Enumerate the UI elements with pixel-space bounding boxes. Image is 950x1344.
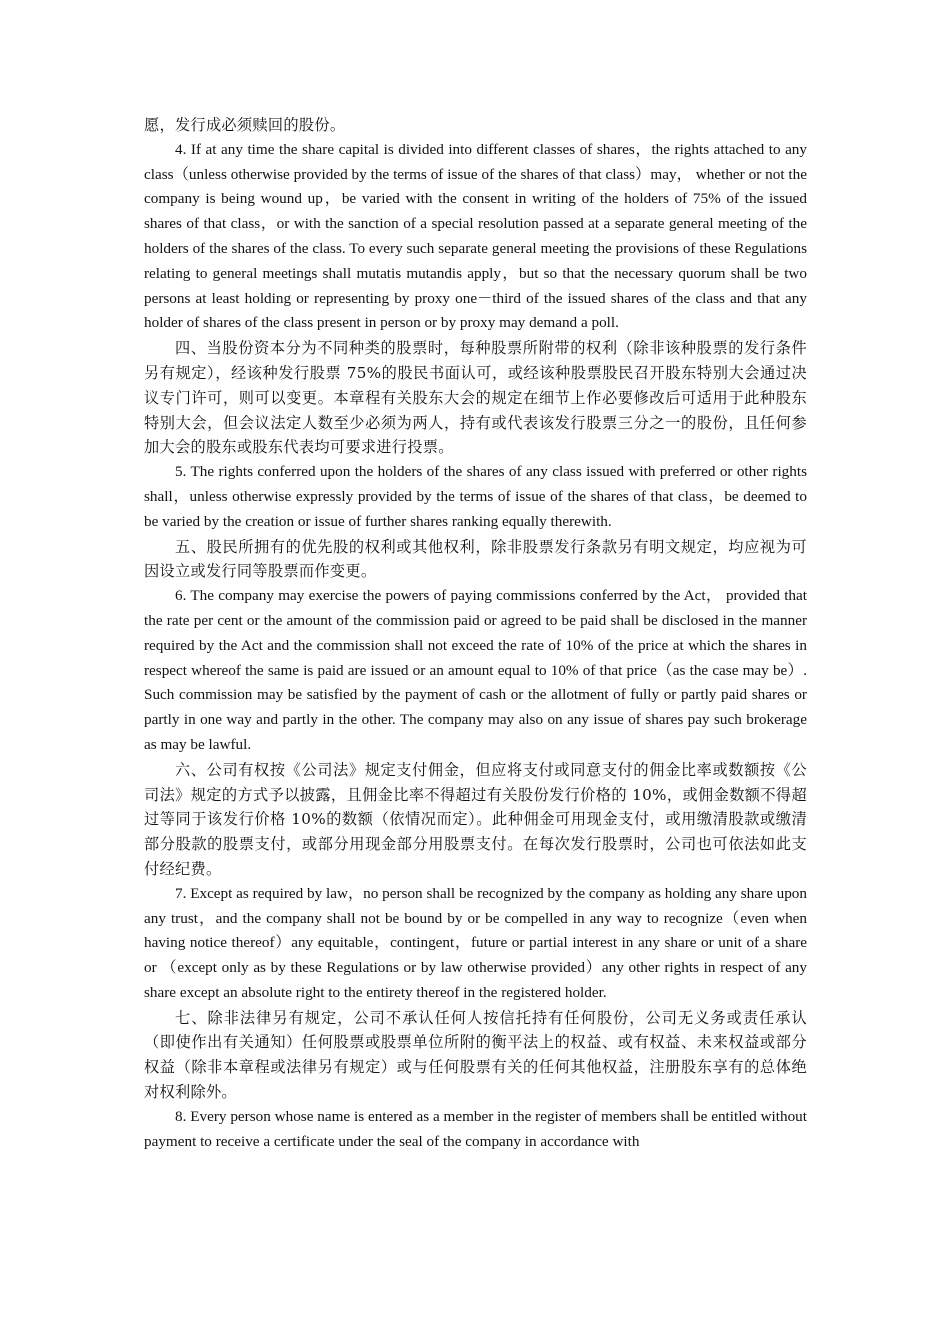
paragraph-en-6: 6. The company may exercise the powers of paying commissions conferred by the Act， provided that the rate per cent or the amount of the commission paid or agreed to be paid shall be disclosed in the manner required by the Act and the commission shall not exceed the rate of 10% of the price at which the shares in respect whereof the same is paid are issued or an amount equal to 10% of that price（as the case may be）. Such commission may be satisfied by the payment of cash or the allotment of fully or partly paid shares or partly in one way and partly in the other. The company may also on any issue of shares pay such brokerage as may be lawful. xyxy=(144,587,807,753)
paragraph-en-5: 5. The rights conferred upon the holders of the shares of any class issued with preferred or other rights shall，unless otherwise expressly provided by the terms of issue of the shares of that class，be deemed to be varied by the creation or issue of further shares ranking equally therewith. xyxy=(144,463,807,530)
document-page xyxy=(144,113,807,1154)
paragraph-en-7: 7. Except as required by law，no person shall be recognized by the company as holding any share upon any trust，and the company shall not be bound by or be compelled in any way to recognize（even when having notice thereof）any equitable，contingent，future or partial interest in any share or unit of a share or （except only as by these Regulations or by law otherwise provided）any other rights in respect of any share except an absolute right to the entirety thereof in the registered holder. xyxy=(144,884,807,1001)
paragraph-zh-5: 五、股民所拥有的优先股的权利或其他权利，除非股票发行条款另有明文规定，均应视为可因设立或发行同等股票而作变更。 xyxy=(144,537,807,581)
paragraph-en-4: 4. If at any time the share capital is divided into different classes of shares，the rights attached to any class（unless otherwise provided by the terms of issue of the shares of that class）may， whether or not the company is being wound up，be varied with the consent in writing of the holders of 75% of the issued shares of that class，or with the sanction of a special resolution passed at a separate general meeting of the holders of the shares of the class. To every such separate general meeting the provisions of these Regulations relating to general meetings shall mutatis mutandis apply，but so that the necessary quorum shall be two persons at least holding or representing by proxy one－third of the issued shares of the class and that any holder of shares of the class present in person or by proxy may demand a poll. xyxy=(144,140,807,332)
paragraph-en-8: 8. Every person whose name is entered as a member in the register of members shall be entitled without payment to receive a certificate under the seal of the company in accordance with xyxy=(144,1107,807,1150)
paragraph-zh-3-continued: 愿，发行成必须赎回的股份。 xyxy=(144,116,346,134)
paragraph-zh-6: 六、公司有权按《公司法》规定支付佣金，但应将支付或同意支付的佣金比率或数额按《公司法》规定的方式予以披露，且佣金比率不得超过有关股份发行价格的 10%，或佣金数额不得超过等同于该发行价格 10%的数额（依情况而定）。此种佣金可用现金支付，或用缴清股款或缴清部分股款的股票支付，或部分用现金部分用股票支付。在每次发行股票时，公司也可依法如此支付经纪费。 xyxy=(144,760,807,878)
paragraph-zh-4: 四、当股份资本分为不同种类的股票时，每种股票所附带的权利（除非该种股票的发行条件另有规定），经该种发行股票 75%的股民书面认可，或经该种股票股民召开股东特别大会通过决议专门许可，则可以变更。本章程有关股东大会的规定在细节上作必要修改后可适用于此种股东特别大会，但会议法定人数至少必须为两人，持有或代表该发行股票三分之一的股份，且任何参加大会的股东或股东代表均可要求进行投票。 xyxy=(144,339,807,457)
paragraph-zh-7: 七、除非法律另有规定，公司不承认任何人按信托持有任何股份，公司无义务或责任承认（即使作出有关通知）任何股票或股票单位所附的衡平法上的权益、或有权益、未来权益或部分权益（除非本章程或法律另有规定）或与任何股票有关的任何其他权益，注册股东享有的总体绝对权利除外。 xyxy=(144,1008,807,1102)
